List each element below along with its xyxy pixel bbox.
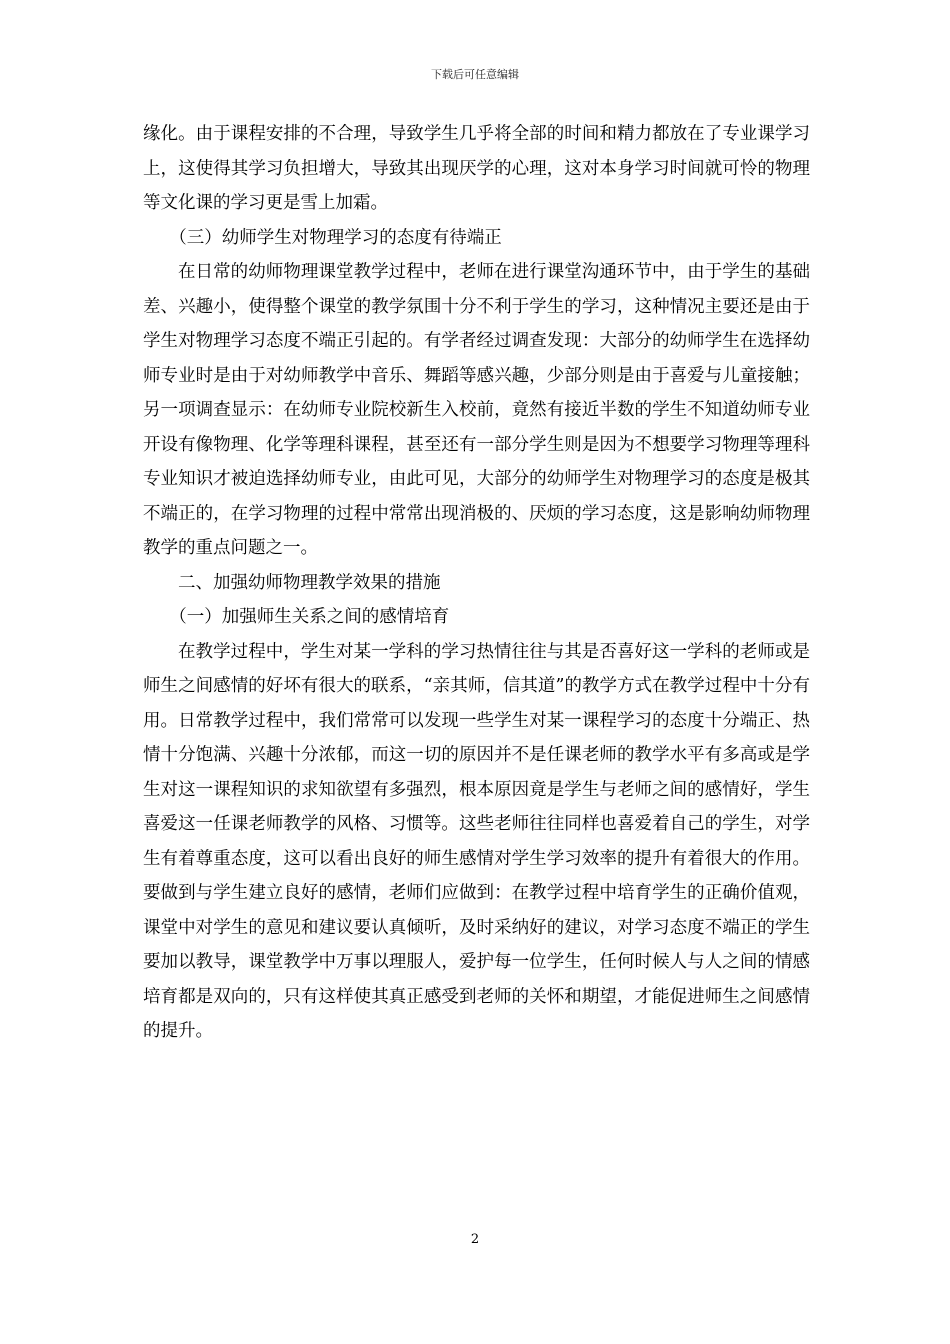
paragraph-continued: 缘化。由于课程安排的不合理，导致学生几乎将全部的时间和精力都放在了专业课学习上，这使得其学习负担增大，导致其出现厌学的心理，这对本身学习时间就可怜的物理等文化课的学习更是雪上加霜。 <box>143 124 810 213</box>
page-number: 2 <box>470 1232 480 1247</box>
section-heading-2: 二、加强幼师物理教学效果的措施 <box>178 572 441 593</box>
subsection-heading-3: （三）幼师学生对物理学习的态度有待端正 <box>169 227 502 248</box>
document-body <box>143 117 810 1049</box>
page-header: 下载后可任意编辑 <box>431 68 519 81</box>
subsection-heading-1: （一）加强师生关系之间的感情培育 <box>169 607 450 627</box>
paragraph-relationship: 在教学过程中，学生对某一学科的学习热情往往与其是否喜好这一学科的老师或是师生之间感情的好坏有很大的联系，“亲其师，信其道”的教学方式在教学过程中十分有用。日常教学过程中，我们常常可以发现一些学生对某一课程学习的态度十分端正、热情十分饱满、兴趣十分浓郁，而这一切的原因并不是任课老师的教学水平有多高或是学生对这一课程知识的求知欲望有多强烈，根本原因竟是学生与老师之间的感情好，学生喜爱这一任课老师教学的风格、习惯等。这些老师往往同样也喜爱着自己的学生，对学生有着尊重态度，这可以看出良好的师生感情对学生学习效率的提升有着很大的作用。要做到与学生建立良好的感情，老师们应做到：在教学过程中培育学生的正确价值观，课堂中对学生的意见和建议要认真倾听，及时采纳好的建议，对学习态度不端正的学生要加以教导，课堂教学中万事以理服人，爱护每一位学生，任何时候人与人之间的情感培育都是双向的，只有这样使其真正感受到老师的关怀和期望，才能促进师生之间感情的提升。 <box>143 641 810 1041</box>
paragraph-attitude: 在日常的幼师物理课堂教学过程中，老师在进行课堂沟通环节中，由于学生的基础差、兴趣小，使得整个课堂的教学氛围十分不利于学生的学习，这种情况主要还是由于学生对物理学习态度不端正引起的。有学者经过调查发现：大部分的幼师学生在选择幼师专业时是由于对幼师教学中音乐、舞蹈等感兴趣，少部分则是由于喜爱与儿童接触；另一项调查显示：在幼师专业院校新生入校前，竟然有接近半数的学生不知道幼师专业开设有像物理、化学等理科课程，甚至还有一部分学生则是因为不想要学习物理等理科专业知识才被迫选择幼师专业，由此可见，大部分的幼师学生对物理学习的态度是极其不端正的，在学习物理的过程中常常出现消极的、厌烦的学习态度，这是影响幼师物理教学的重点问题之一。 <box>143 262 810 558</box>
